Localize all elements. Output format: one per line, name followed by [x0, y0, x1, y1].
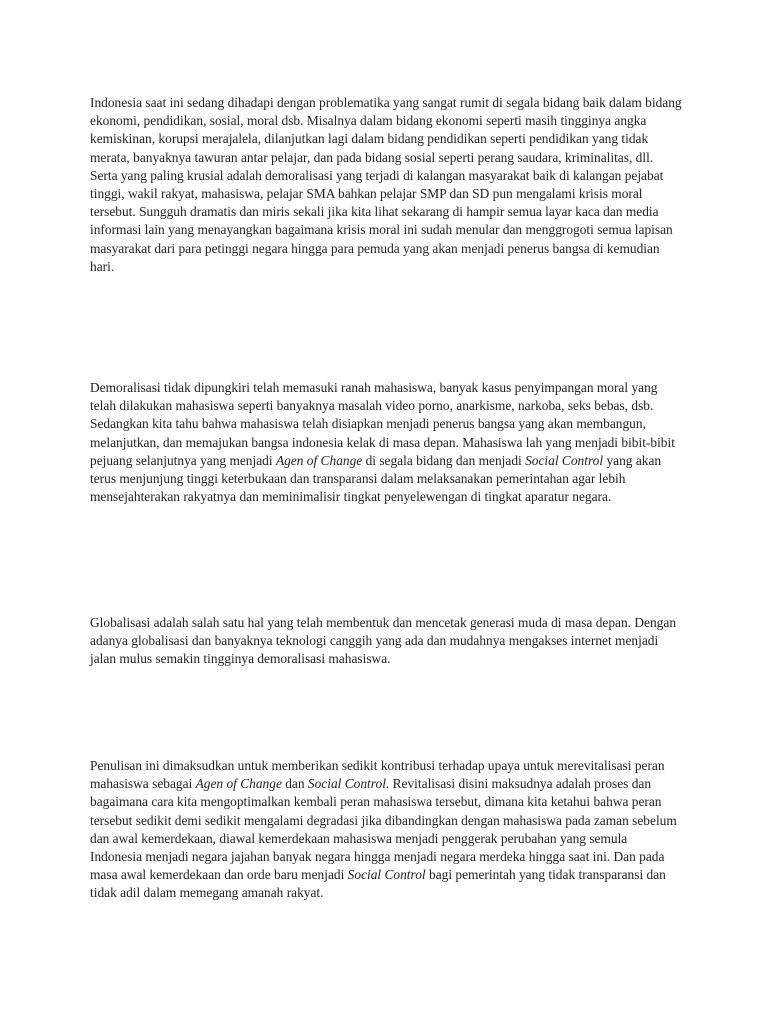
agen-of-change-term: Agen of Change [275, 452, 363, 468]
paragraph-3-text: Globalisasi adalah salah satu hal yang telah membentuk dan mencetak generasi muda di masa depan. Dengan adanya globalisasi dan banyaknya teknologi canggih yang ada dan mudahnya mengakses internet menjadi jalan mulus semakin tingginya demoralisasi mahasiswa. [90, 615, 677, 667]
paragraph-2-text-c: yang akan terus menjunjung tinggi keterbukaan dan transparansi dalam melaksanakan pemerintahan agar lebih mensejahterakan rakyatnya dan meminimalisir tingkat penyelewengan di tingkat aparatur negara. [90, 452, 662, 505]
social-control-term: Social Control [347, 867, 426, 883]
paragraph-2 [90, 379, 682, 506]
paragraph-4 [90, 757, 682, 903]
paragraph-1 [90, 94, 682, 276]
paragraph-4-text-c: Revitalisasi disini maksudnya adalah proses dan bagaimana cara kita mengoptimalkan kembali peran mahasiswa tersebut, dimana kita ketahui bahwa peran tersebut sedikit demi sedikit mengalami degradasi jika dibandingkan dengan mahasiswa pada zaman sebelum dan awal kemerdekaan, diawal kemerdekaan mahasiswa menjadi penggerak perubahan yang semula Indonesia menjadi negara jajahan banyak negara hingga menjadi negara merdeka hingga saat ini. Dan pada masa awal kemerdekaan dan orde baru menjadi [90, 776, 677, 883]
social-control-term: Social Control [525, 452, 604, 468]
agen-of-change-term: Agen of Change [195, 776, 282, 792]
paragraph-4-text-a: Penulisan ini dimaksudkan untuk memberikan sedikit kontribusi terhadap upaya untuk merevitalisasi peran mahasiswa sebagai [90, 758, 665, 792]
paragraph-1-text: Indonesia saat ini sedang dihadapi dengan problematika yang sangat rumit di segala bidang baik dalam bidang ekonomi, pendidikan, sosial, moral dsb. Misalnya dalam bidang ekonomi seperti masih tingginya angka kemiskinan, korupsi merajalela, dilanjutkan lagi dalam bidang pendidikan seperti pendidikan yang tidak merata, banyaknya tawuran antar pelajar, dan pada bidang sosial seperti perang saudara, kriminalitas, dll. Serta yang paling krusial adalah demoralisasi yang terjadi di kalangan masyarakat baik di kalangan pejabat tinggi, wakil rakyat, mahasiswa, pelajar SMA bahkan pelajar SMP dan SD pun mengalami krisis moral tersebut. Sungguh dramatis dan miris sekali jika kita lihat sekarang di hampir semua layar kaca dan media informasi lain yang menayangkan bagaimana krisis moral ini sudah menular dan menggrogoti semua lapisan masyarakat dari para petinggi negara hingga para pemuda yang akan menjadi penerus bangsa di kemudian hari. [90, 95, 682, 274]
paragraph-2-text-a: Demoralisasi tidak dipungkiri telah memasuki ranah mahasiswa, banyak kasus penyimpangan moral yang telah dilakukan mahasiswa seperti banyaknya masalah video porno, anarkisme, narkoba, seks bebas, dsb. Sedangkan kita tahu bahwa mahasiswa telah disiapkan menjadi penerus bangsa yang akan membangun, melanjutkan, dan memajukan bangsa indonesia kelak di masa depan. Mahasiswa lah yang menjadi bibit-bibit pejuang selanjutnya yang menjadi [90, 380, 675, 468]
paragraph-3 [90, 614, 682, 669]
social-control-term: Social Control. [307, 776, 390, 792]
paragraph-2-text-b: di segala bidang dan menjadi [362, 452, 526, 468]
paragraph-4-text-b: dan [281, 776, 308, 792]
paragraph-4-text-d: bagi pemerintah yang tidak transparansi dan tidak adil dalam memegang amanah rakyat. [90, 867, 666, 901]
